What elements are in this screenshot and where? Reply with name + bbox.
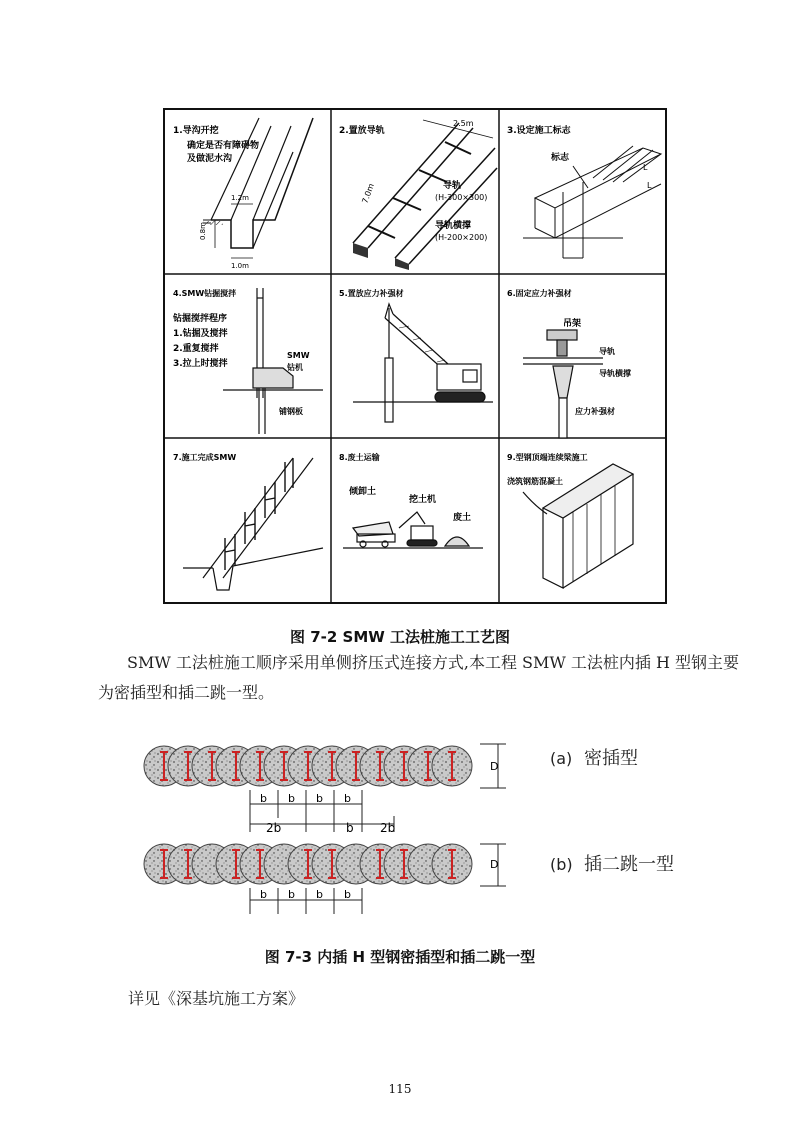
svg-text:L: L: [647, 181, 652, 190]
svg-text:2.5m: 2.5m: [453, 119, 474, 128]
svg-text:b: b: [316, 792, 323, 805]
svg-text:1.2m: 1.2m: [231, 194, 249, 202]
dim-D-a: D: [490, 760, 499, 773]
svg-text:9.型钢顶端连续梁施工: 9.型钢顶端连续梁施工: [507, 453, 588, 462]
figure-smw-process: [163, 108, 667, 604]
panel-1-title: 1.导沟开挖: [173, 126, 219, 136]
svg-text:7.施工完成SMW: 7.施工完成SMW: [173, 453, 237, 462]
svg-text:钻掘搅拌程序: 钻掘搅拌程序: [173, 314, 228, 324]
figure-7-3-caption: 图 7-3 内插 H 型钢密插型和插二跳一型: [264, 948, 536, 966]
svg-text:SMW: SMW: [287, 351, 310, 360]
svg-text:导轨横撑: 导轨横撑: [599, 369, 631, 378]
svg-text:b: b: [316, 888, 323, 901]
svg-text:b: b: [344, 888, 351, 901]
dim-D-b: D: [490, 858, 499, 871]
layout-a-label: (a): [550, 749, 573, 768]
svg-text:(H-300×300): (H-300×300): [435, 193, 488, 202]
svg-text:b: b: [288, 888, 295, 901]
svg-text:b: b: [260, 792, 267, 805]
paragraph-line-1: SMW 工法桩施工顺序采用单侧挤压式连接方式,本工程 SMW 工法桩内插 H 型钢主要: [127, 653, 740, 672]
layout-a-name: 密插型: [584, 748, 638, 769]
svg-text:浇筑钢筋混凝土: 浇筑钢筋混凝土: [507, 477, 563, 486]
svg-text:0.8m: 0.8m: [199, 222, 207, 240]
svg-text:倾卸土: 倾卸土: [349, 487, 377, 497]
svg-text:b: b: [260, 888, 267, 901]
svg-text:2b: 2b: [266, 821, 282, 835]
svg-text:确定是否有障碍物: 确定是否有障碍物: [187, 141, 260, 151]
svg-text:2.重复搅拌: 2.重复搅拌: [173, 344, 219, 354]
layout-b-label: (b): [550, 855, 573, 874]
layout-b-name: 插二跳一型: [584, 854, 674, 875]
paragraph-see-plan: 详见《深基坑施工方案》: [128, 989, 305, 1008]
svg-text:3.拉上时搅拌: 3.拉上时搅拌: [173, 359, 228, 369]
svg-text:铺钢板: 铺钢板: [279, 407, 303, 416]
svg-text:挖土机: 挖土机: [409, 495, 437, 505]
layout-b-insert-two-skip-one: [144, 816, 674, 914]
svg-text:7.0m: 7.0m: [360, 182, 376, 205]
svg-text:1.0m: 1.0m: [231, 262, 249, 270]
svg-text:b: b: [288, 792, 295, 805]
page-number: 115: [388, 1082, 412, 1096]
svg-text:导轨: 导轨: [599, 347, 615, 356]
svg-text:5.置放应力补强材: 5.置放应力补强材: [339, 289, 404, 298]
svg-text:2b: 2b: [380, 821, 396, 835]
svg-text:b: b: [344, 792, 351, 805]
svg-text:6.固定应力补强材: 6.固定应力补强材: [507, 289, 572, 298]
figure-7-2-caption: 图 7-2 SMW 工法桩施工工艺图: [289, 628, 511, 646]
svg-text:L: L: [643, 163, 648, 172]
svg-text:4.SMW钻掘搅拌: 4.SMW钻掘搅拌: [173, 289, 237, 298]
svg-text:废土: 废土: [453, 513, 472, 523]
svg-text:(H-200×200): (H-200×200): [435, 233, 488, 242]
svg-text:标志: 标志: [551, 153, 570, 163]
svg-text:导轨横撑: 导轨横撑: [435, 221, 472, 231]
svg-text:3.设定施工标志: 3.设定施工标志: [507, 126, 571, 136]
svg-text:吊架: 吊架: [563, 319, 582, 329]
svg-text:2.置放导轨: 2.置放导轨: [339, 126, 385, 136]
svg-text:钻机: 钻机: [287, 363, 303, 372]
svg-text:1.钻掘及搅拌: 1.钻掘及搅拌: [173, 329, 228, 339]
svg-text:b: b: [346, 821, 354, 835]
svg-text:及做泥水沟: 及做泥水沟: [187, 154, 233, 164]
svg-text:8.废土运输: 8.废土运输: [339, 453, 380, 462]
figure-h-steel-layouts: [140, 728, 700, 924]
svg-text:应力补强材: 应力补强材: [575, 407, 615, 416]
paragraph-line-2: 为密插型和插二跳一型。: [98, 683, 275, 702]
svg-text:导轨: 导轨: [443, 181, 462, 191]
layout-a-dense: [144, 744, 638, 818]
